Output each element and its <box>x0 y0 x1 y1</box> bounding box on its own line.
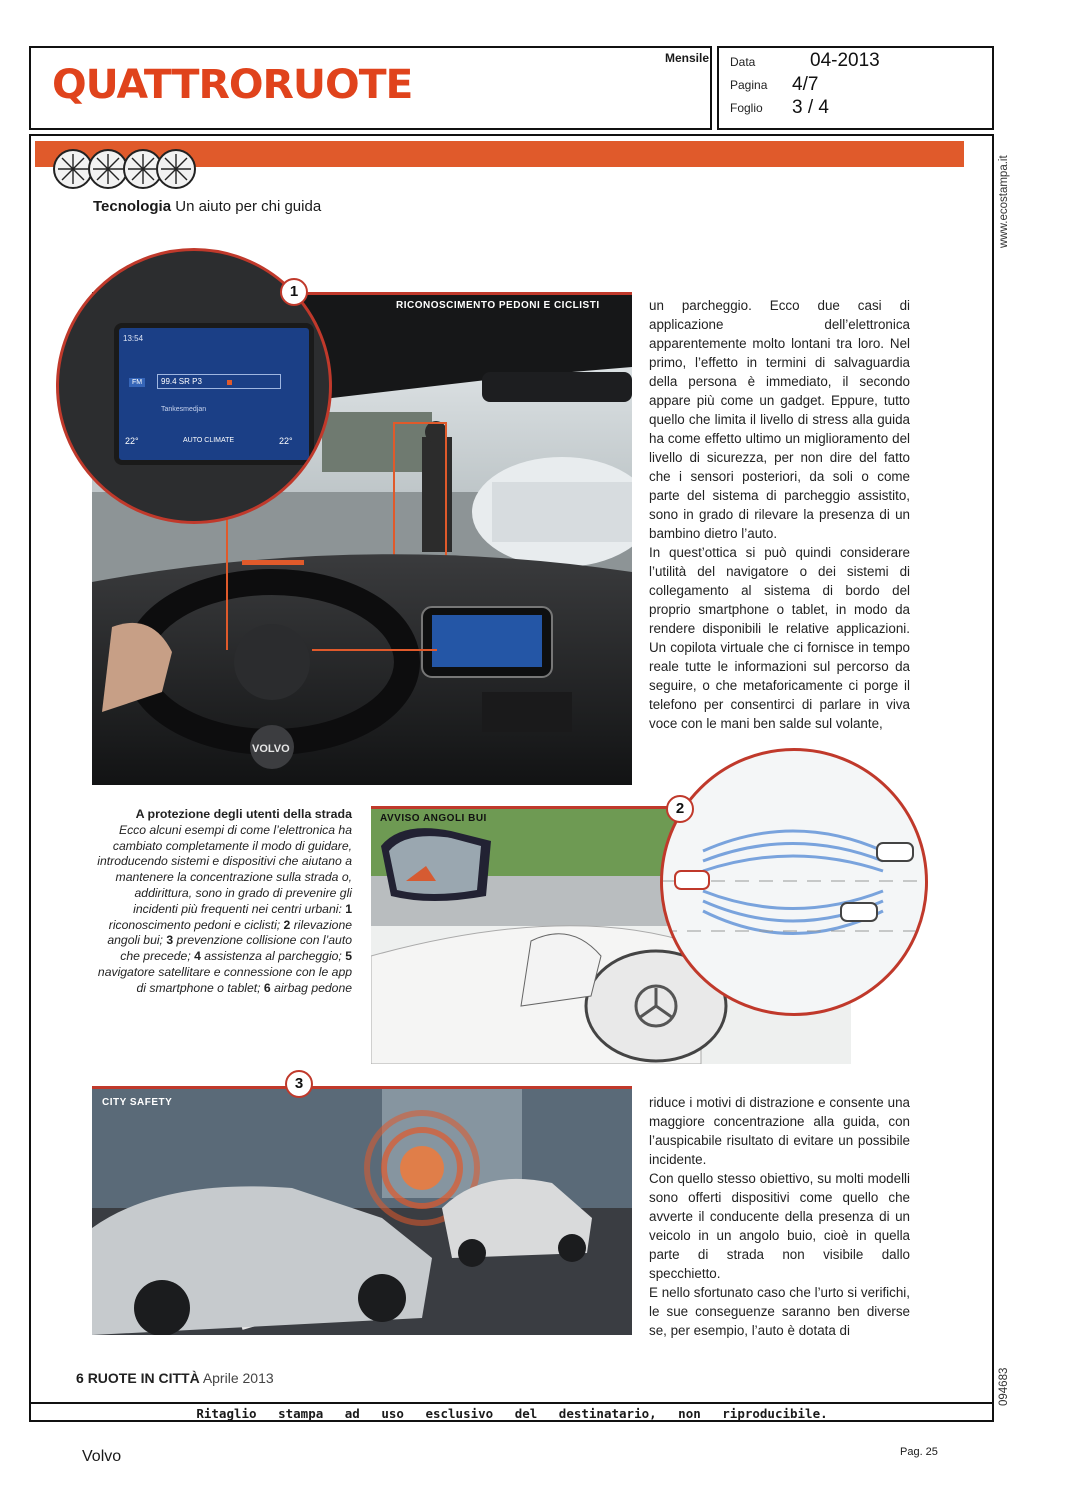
caption-item-text: riconoscimento pedoni e ciclisti; <box>108 917 281 932</box>
figure-2-top-line <box>371 806 671 809</box>
body-paragraph: E nello sfortunato caso che l’urto si verifichi, le sue conseguenze saranno ben diverse se, per esempio, l’auto è dotata di <box>649 1285 910 1338</box>
data-value: 04-2013 <box>810 50 880 71</box>
figure-3-illustration <box>92 1088 632 1335</box>
archive-page-label: Pag. 25 <box>900 1446 938 1458</box>
magazine-logo: QUATTRORUOTE <box>52 62 413 108</box>
figure-3-number: 3 <box>285 1070 313 1098</box>
screen-sub: Tankesmedjan <box>161 406 207 413</box>
nav-screen <box>114 323 314 465</box>
client-label: Volvo <box>82 1448 122 1465</box>
body-paragraph: riduce i motivi di distrazione e consente una maggiore concentrazione alla guida, con l’auspicabile risultato di evitare un possibile incidente. <box>649 1095 910 1167</box>
section-headline: Un aiuto per chi guida <box>175 198 322 215</box>
body-paragraph: In quest’ottica si può quindi considerare l’utilità del navigatore o dei sistemi di collegamento al sistema di bordo del proprio smartphone o tablet, in modo da rendere disponibili le relative applicazioni. Un copilota virtuale che ci fornisce in tempo reale tutte le informazioni sul percorso da seguire, o che metaforicamente ci porge il telefono per consentirci di parlare in viva voce con le mani ben salde sul volante, <box>649 545 910 731</box>
frequency-label: Mensile <box>665 51 710 65</box>
figure-1-tag: RICONOSCIMENTO PEDONI E CICLISTI <box>396 300 600 311</box>
data-label: Data <box>730 55 756 69</box>
footer-issue: Aprile 2013 <box>202 1370 274 1386</box>
caption-item <box>261 981 353 995</box>
screen-time: 13:54 <box>123 334 144 343</box>
caption-item <box>191 949 342 963</box>
caption-item-number: 5 <box>341 949 352 964</box>
figure-3-top-line <box>92 1086 632 1089</box>
footer-page-number: 6 <box>76 1370 84 1386</box>
footer-magazine: RUOTE IN CITTÀ <box>87 1370 200 1386</box>
pagina-value: 4/7 <box>792 74 819 95</box>
figure-2-inset <box>660 748 928 1016</box>
caption-item-number: 3 <box>162 933 177 948</box>
section-title <box>93 198 321 215</box>
figure-2-number: 2 <box>666 795 694 823</box>
body-column-top <box>649 296 910 733</box>
caption-item-text: assistenza al parcheggio; <box>204 949 342 964</box>
figure-3-tag: CITY SAFETY <box>102 1097 173 1108</box>
radar-waves-illustration <box>663 751 925 1013</box>
caption-intro: Ecco alcuni esempi di come l’elettronica ha cambiato completamente il modo di guidare, introducendo sistemi e dispositivi che aiutano a mantenere la concentrazione sulla strada o, addirittura, sono in grado di prevenire gli incidenti più frequenti nei centri urbani: <box>97 822 352 916</box>
figure-caption <box>96 807 352 997</box>
screen-right-temp: 22° <box>279 436 293 446</box>
caption-item-text: airbag pedone <box>274 980 352 995</box>
figure-3-image <box>92 1088 632 1335</box>
figure-1-top-line <box>300 292 632 295</box>
page-footer <box>76 1370 274 1386</box>
caption-item-number: 4 <box>190 949 205 964</box>
body-paragraph: un parcheggio. Ecco due casi di applicazione dell’elettronica apparentemente molto lontani tra loro. Nel primo, l’effetto in termini di salvaguardia della persona è immediato, il secondo appare più come un gadget. Eppure, tutto quello che limita il livello di stress alla guida ha come effetto ultimo un miglioramento del livello di sicurezza, per non dire del fatto che i sensori posteriori, da soli o come parte del sistema di parcheggio assistito, sono in grado di rilevare la presenza di un bambino dietro l’auto. <box>649 298 910 541</box>
screen-marker <box>227 380 232 385</box>
bottom-divider <box>29 1402 994 1404</box>
figure-1-number: 1 <box>280 278 308 306</box>
website-vertical: www.ecostampa.it <box>998 155 1010 248</box>
pagina-label: Pagina <box>730 78 768 92</box>
screen-mode: AUTO CLIMATE <box>183 437 235 444</box>
screen-station: 99.4 SR P3 <box>157 374 281 389</box>
wheels-icon <box>52 147 197 191</box>
caption-item-text: prevenzione collisione con l’auto che precede; <box>120 933 352 964</box>
ritaglio-notice: Ritaglio stampa ad uso esclusivo del destinatario, non riproducibile. <box>196 1406 828 1421</box>
screen-fm: FM <box>129 378 145 387</box>
body-paragraph: Con quello stesso obiettivo, su molti modelli sono offerti dispositivi come quello che avverte il conducente della presenza di un veicolo in un angolo buio, cioè in quella parte di strada non visibile dallo specchietto. <box>649 1171 910 1281</box>
figure-2-tag: AVVISO ANGOLI BUI <box>380 813 487 824</box>
foglio-label: Foglio <box>730 101 763 115</box>
volvo-badge-text: VOLVO <box>252 743 290 755</box>
caption-item-number: 1 <box>345 901 352 916</box>
caption-title: A protezione degli utenti della strada <box>135 807 352 821</box>
caption-item-text: navigatore satellitare e connessione con le app di smartphone o tablet; <box>97 964 352 995</box>
caption-item-number: 6 <box>260 980 275 995</box>
section-label: Tecnologia <box>93 198 172 215</box>
foglio-value: 3 / 4 <box>792 97 829 118</box>
caption-item-text: rilevazione angoli bui; <box>107 917 352 948</box>
body-column-bottom <box>649 1093 910 1340</box>
caption-item-number: 2 <box>280 917 294 932</box>
screen-left-temp: 22° <box>125 436 139 446</box>
code-vertical: 094683 <box>998 1367 1010 1406</box>
